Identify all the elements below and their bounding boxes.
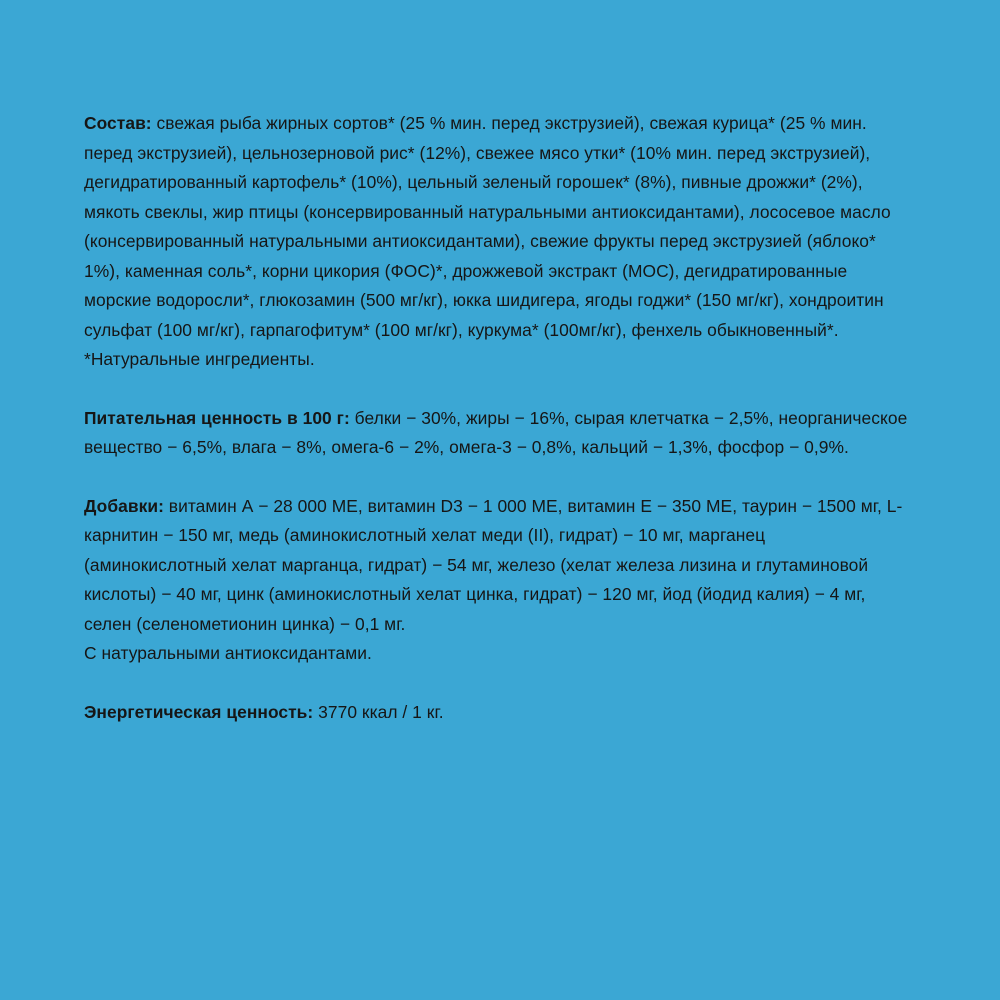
- nutritional-value-section: [84, 404, 912, 463]
- energy-value-label: Энергетическая ценность:: [84, 701, 314, 722]
- composition-body: свежая рыба жирных сортов* (25 % мин. перед экструзией), свежая курица* (25 % мин. перед экструзией), цельнозерновой рис* (12%), свежее мясо утки* (10% мин. перед экструзией), дегидратированный картофель* (10%), цельный зеленый горошек* (8%), пивные дрожжи* (2%), мякоть свеклы, жир птицы (консервированный натуральными антиоксидантами), лососевое масло (консервированный натуральными антиоксидантами), свежие фрукты перед экструзией (яблоко* 1%), каменная соль*, корни цикория (ФОС)*, дрожжевой экстракт (МОС), дегидратированные морские водоросли*, глюкозамин (500 мг/кг), юкка шидигера, ягоды годжи* (150 мг/кг), хондроитин сульфат (100 мг/кг), гарпагофитум* (100 мг/кг), куркума* (100мг/кг), фенхель обыкновенный*.: [84, 113, 891, 340]
- energy-value-section: [84, 698, 912, 728]
- additives-section: [84, 492, 912, 669]
- additives-label: Добавки:: [84, 495, 164, 516]
- nutritional-value-body: белки − 30%, жиры − 16%, сырая клетчатка − 2,5%, неорганическое вещество − 6,5%, влага − 8%, омега-6 − 2%, омега-3 − 0,8%, кальций − 1,3%, фосфор − 0,9%.: [84, 407, 908, 458]
- composition-label: Состав:: [84, 113, 152, 134]
- composition-section: [84, 109, 912, 375]
- energy-value-body: 3770 ккал / 1 кг.: [313, 701, 444, 722]
- nutritional-value-label: Питательная ценность в 100 г:: [84, 407, 350, 428]
- additives-note: С натуральными антиоксидантами.: [84, 643, 372, 664]
- additives-body: витамин А − 28 000 МЕ, витамин D3 − 1 000 МЕ, витамин Е − 350 МЕ, таурин − 1500 мг, L-карнитин − 150 мг, медь (аминокислотный хелат меди (II), гидрат) − 10 мг, марганец (аминокислотный хелат марганца, гидрат) − 54 мг, железо (хелат железа лизина и глутаминовой кислоты) − 40 мг, цинк (аминокислотный хелат цинка, гидрат) − 120 мг, йод (йодид калия) − 4 мг, селен (селенометионин цинка) − 0,1 мг.: [84, 495, 903, 634]
- composition-note: *Натуральные ингредиенты.: [84, 349, 315, 370]
